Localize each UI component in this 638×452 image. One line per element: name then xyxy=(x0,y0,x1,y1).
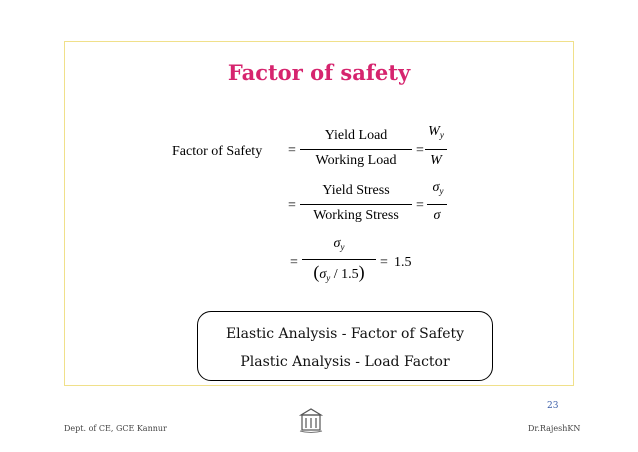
eq2-denominator: Working Stress xyxy=(313,208,399,223)
slide-title: Factor of safety xyxy=(227,60,411,85)
divisor: / 1.5 xyxy=(333,267,359,282)
equals-sign: = xyxy=(380,255,388,270)
w-subscript: y xyxy=(439,130,444,140)
page-number: 23 xyxy=(547,401,559,411)
eq2-numerator: Yield Stress xyxy=(322,183,390,198)
eq1-w-numerator xyxy=(424,124,448,140)
sigma-subscript: y xyxy=(326,273,331,283)
equals-sign: = xyxy=(416,143,424,158)
eq2-sigma-fraction-bar xyxy=(427,204,447,205)
eq1-numerator: Yield Load xyxy=(324,128,388,143)
eq2-sigma-numerator xyxy=(426,180,450,196)
college-emblem-icon xyxy=(297,406,325,434)
close-paren: ) xyxy=(358,262,365,282)
eq3-result: 1.5 xyxy=(394,255,412,270)
sigma-symbol: σ xyxy=(319,267,327,282)
sigma-symbol: σ xyxy=(333,236,341,251)
equals-sign: = xyxy=(288,198,296,213)
callout-box xyxy=(197,311,493,381)
eq3-fraction-bar xyxy=(302,259,376,260)
eq2-fraction-bar xyxy=(300,204,412,205)
footer-right: Dr.RajeshKN xyxy=(528,424,581,433)
sigma-subscript: y xyxy=(439,186,444,196)
eq1-fraction-bar xyxy=(300,149,412,150)
equals-sign: = xyxy=(416,198,424,213)
sigma-subscript: y xyxy=(340,242,345,252)
callout-line-plastic: Plastic Analysis - Load Factor xyxy=(240,354,450,370)
equals-sign: = xyxy=(288,143,296,158)
eq2-sigma-denominator: σ xyxy=(433,208,441,223)
open-paren: ( xyxy=(313,262,320,282)
eq3-numerator xyxy=(300,236,378,252)
footer-left: Dept. of CE, GCE Kannur xyxy=(64,424,167,433)
sigma-symbol: σ xyxy=(432,180,440,195)
w-symbol: W xyxy=(428,124,440,139)
eq3-denominator xyxy=(298,262,380,283)
callout-line-elastic: Elastic Analysis - Factor of Safety xyxy=(225,326,465,342)
eq1-w-fraction-bar xyxy=(425,149,447,150)
equals-sign: = xyxy=(290,255,298,270)
eq1-w-denominator: W xyxy=(430,153,442,168)
eq1-denominator: Working Load xyxy=(315,153,397,168)
lhs-label: Factor of Safety xyxy=(172,144,263,159)
